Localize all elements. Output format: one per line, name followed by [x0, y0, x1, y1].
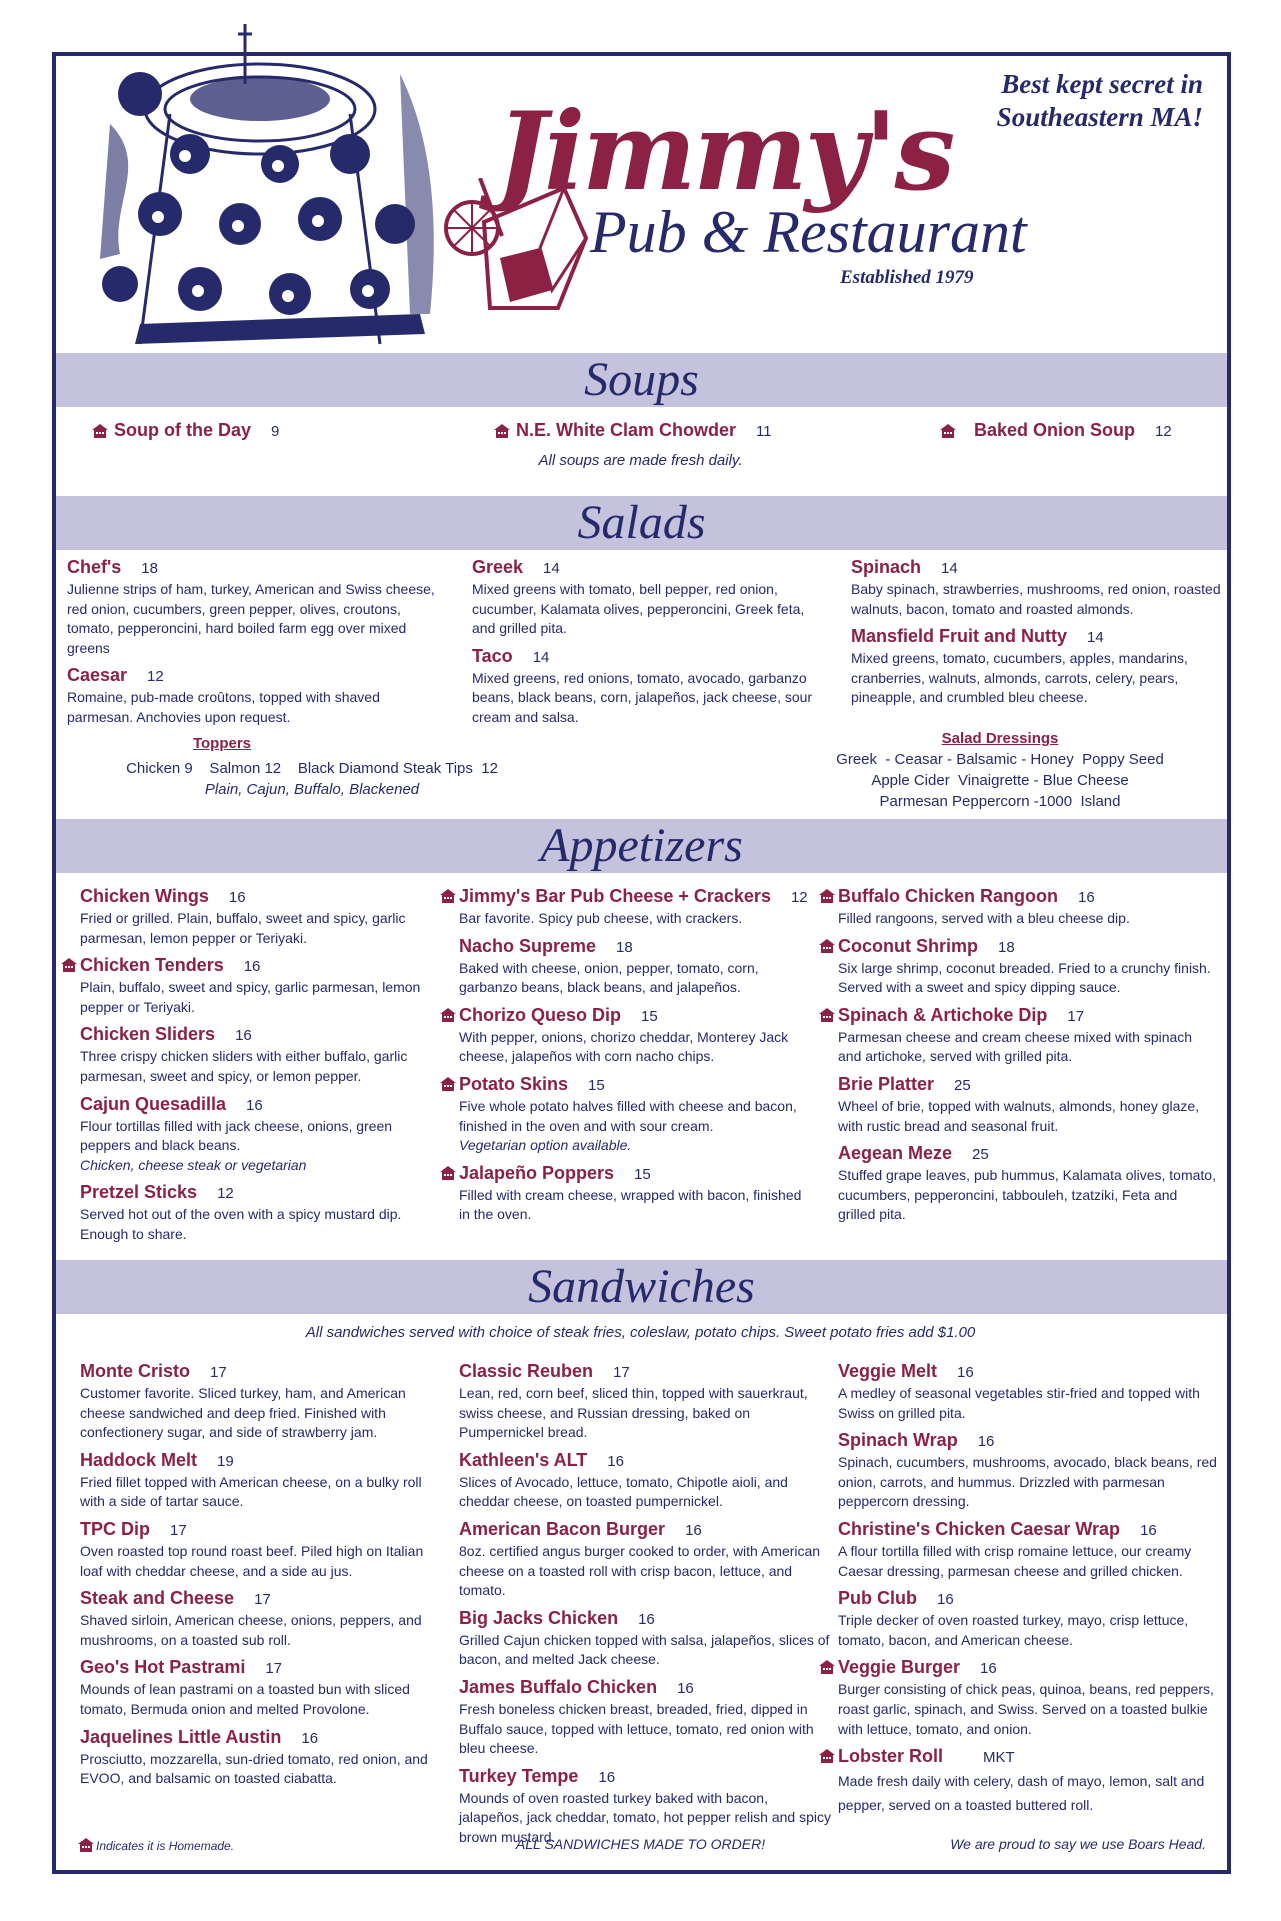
appetizer-item	[459, 1004, 814, 1067]
item-name: Pub Club	[838, 1588, 917, 1609]
toppers-heading: Toppers	[192, 735, 252, 752]
established-year: Established 1979	[840, 267, 974, 288]
item-description: Six large shrimp, coconut breaded. Fried to a crunchy finish. Served with a sweet and spicy dipping sauce.	[838, 959, 1211, 996]
item-description: Lean, red, corn beef, sliced thin, topped with sauerkraut, swiss cheese, and Russian dressing, baked on Pumpernickel bread.	[459, 1385, 808, 1441]
item-name: Spinach	[851, 557, 922, 577]
item-price: 16	[677, 1679, 694, 1697]
item-name: Nacho Supreme	[459, 935, 597, 956]
item-price: 15	[641, 1007, 658, 1025]
item-name: Brie Platter	[838, 1073, 935, 1094]
made-to-order-note: ALL SANDWICHES MADE TO ORDER!	[515, 1836, 766, 1852]
sandwich-item	[80, 1360, 440, 1443]
item-description: Grilled Cajun chicken topped with salsa, jalapeños, slices of bacon, and melted Jack cheese.	[459, 1631, 830, 1668]
appetizer-item	[80, 1093, 425, 1176]
item-name: Cajun Quesadilla	[80, 1093, 227, 1114]
homemade-icon	[819, 1749, 835, 1763]
appetizers-heading-band	[56, 819, 1227, 873]
appetizers-heading: Appetizers	[540, 819, 743, 872]
appetizer-item	[838, 1073, 1218, 1136]
item-description: A medley of seasonal vegetables stir-fried and topped with Swiss on grilled pita.	[838, 1385, 1200, 1421]
toppers-block	[67, 735, 557, 800]
sandwich-item	[459, 1676, 834, 1759]
dressings-line: Greek - Ceasar - Balsamic - Honey Poppy Seed	[836, 751, 1164, 768]
salad-item	[472, 645, 817, 728]
item-name: Chicken Tenders	[80, 955, 224, 976]
pub-crowd-illustration	[80, 14, 455, 359]
item-description: With pepper, onions, chorizo cheddar, Monterey Jack cheese, jalapeños with corn nacho chips.	[459, 1028, 789, 1065]
item-name: Chef's	[67, 557, 122, 577]
homemade-icon	[440, 1077, 456, 1091]
homemade-icon	[819, 939, 835, 953]
dressings-line: Parmesan Peppercorn -1000 Island	[879, 793, 1121, 810]
appetizer-item	[80, 1181, 425, 1244]
appetizer-item	[80, 885, 425, 948]
dressings-heading: Salad Dressings	[941, 730, 1059, 747]
appetizer-item	[838, 935, 1218, 998]
item-price: 25	[972, 1146, 989, 1164]
homemade-icon	[940, 424, 956, 438]
homemade-icon	[61, 958, 77, 972]
item-description: Customer favorite. Sliced turkey, ham, and American cheese sandwiched and deep fried. Finished with confectionery sugar, and side of strawberry jam.	[80, 1385, 406, 1441]
salad-item	[851, 625, 1231, 708]
sandwiches-heading: Sandwiches	[528, 1260, 755, 1313]
item-description: Three crispy chicken sliders with either buffalo, garlic parmesan, sweet and spicy, or lemon pepper.	[80, 1048, 408, 1084]
item-name: Spinach Wrap	[838, 1430, 958, 1451]
salad-item	[67, 556, 437, 658]
item-description: Burger consisting of chick peas, quinoa, beans, red peppers, roast garlic, spinach, and Swiss. Served on a toasted bulkie with lettuce, tomato, and onion.	[838, 1681, 1214, 1737]
appetizer-item	[80, 1023, 425, 1086]
item-description: Mounds of lean pastrami on a toasted bun with sliced tomato, Bermuda onion and melted Provolone.	[80, 1681, 410, 1717]
sandwich-item	[838, 1587, 1218, 1650]
homemade-icon	[494, 424, 510, 438]
item-price: 16	[685, 1521, 702, 1539]
sandwich-item	[838, 1656, 1218, 1739]
appetizers-column-3	[838, 885, 1218, 1231]
appetizer-item	[459, 885, 814, 929]
item-description: Mixed greens, tomato, cucumbers, apples, mandarins, cranberries, walnuts, almonds, carrots, celery, pears, pineapple, and crumbled bleu cheese.	[851, 650, 1188, 706]
item-price: 17	[254, 1591, 271, 1609]
homemade-icon	[819, 1660, 835, 1674]
item-price: 12	[147, 668, 164, 686]
sandwich-item	[80, 1449, 440, 1512]
appetizer-item	[838, 1004, 1218, 1067]
item-price: 14	[1087, 629, 1104, 647]
item-name: Baked Onion Soup	[974, 420, 1136, 440]
sandwich-item	[80, 1518, 440, 1581]
item-price: 17	[210, 1364, 227, 1381]
item-description: Bar favorite. Spicy pub cheese, with crackers.	[459, 910, 743, 926]
item-name: Taco	[472, 645, 513, 666]
item-name: Jimmy's Bar Pub Cheese + Crackers	[459, 886, 771, 906]
item-price: 12	[1155, 423, 1172, 440]
soup-item	[494, 420, 772, 441]
item-price: 16	[301, 1729, 319, 1747]
sandwich-item	[459, 1607, 834, 1670]
item-name: Coconut Shrimp	[838, 935, 978, 956]
item-description: Mixed greens, red onions, tomato, avocado, garbanzo beans, black beans, corn, jalapeños, jack cheese, sour cream and salsa.	[472, 669, 813, 725]
item-description: Spinach, cucumbers, mushrooms, avocado, black beans, red onion, carrots, and hummus. Drizzled with parmesan peppercorn dressing.	[838, 1454, 1217, 1510]
item-name: Chicken Sliders	[80, 1024, 216, 1045]
appetizer-item	[80, 954, 425, 1017]
item-description: Fried fillet topped with American cheese, on a bulky roll with a side of tartar sauce.	[80, 1473, 422, 1510]
item-description: Served hot out of the oven with a spicy mustard dip. Enough to share.	[80, 1206, 402, 1242]
sandwiches-intro: All sandwiches served with choice of steak fries, coleslaw, potato chips. Sweet potato fries add $1.00	[305, 1324, 976, 1341]
item-name: Geo's Hot Pastrami	[80, 1657, 246, 1678]
item-note: Vegetarian option available.	[459, 1137, 632, 1154]
item-price: 17	[265, 1660, 283, 1678]
item-price: MKT	[983, 1749, 1015, 1767]
item-price: 14	[941, 560, 958, 577]
item-name: Christine's Chicken Caesar Wrap	[838, 1518, 1121, 1539]
item-price: 14	[532, 648, 550, 666]
dressings-block	[820, 730, 1180, 812]
sandwiches-heading-band	[56, 1260, 1227, 1314]
tagline	[963, 68, 1203, 134]
item-price: 16	[243, 958, 261, 976]
homemade-icon	[440, 1008, 456, 1022]
soup-item	[940, 420, 1172, 441]
item-price: 17	[1067, 1007, 1085, 1025]
item-name: TPC Dip	[80, 1518, 150, 1539]
item-name: Pretzel Sticks	[80, 1182, 198, 1203]
item-name: American Bacon Burger	[459, 1518, 666, 1539]
salad-item	[67, 664, 437, 727]
salads-column-2	[472, 556, 817, 734]
item-name: Monte Cristo	[80, 1361, 190, 1381]
item-price: 16	[638, 1610, 655, 1628]
homemade-icon	[440, 1166, 456, 1180]
salads-heading-band	[56, 496, 1227, 550]
sandwich-item	[838, 1360, 1218, 1423]
item-name: Mansfield Fruit and Nutty	[851, 626, 1067, 647]
item-description: Slices of Avocado, lettuce, tomato, Chipotle aioli, and cheddar cheese, on toasted pumpernickel.	[459, 1473, 788, 1510]
item-price: 12	[790, 889, 808, 906]
item-price: 19	[217, 1452, 234, 1470]
item-description: Fresh boneless chicken breast, breaded, fried, dipped in Buffalo sauce, topped with lettuce, tomato, red onion with bleu cheese.	[459, 1700, 814, 1757]
item-description: Made fresh daily with celery, dash of mayo, lemon, salt and pepper, served on a toasted buttered roll.	[838, 1773, 1205, 1814]
appetizer-item	[838, 1142, 1218, 1225]
item-description: Romaine, pub-made croûtons, topped with shaved parmesan. Anchovies upon request.	[67, 689, 380, 725]
sandwich-item	[838, 1429, 1218, 1512]
item-description: Julienne strips of ham, turkey, American and Swiss cheese, red onion, cucumbers, green pepper, olives, croutons, tomato, pepperoncini, hard boiled farm egg over mixed greens	[67, 581, 435, 656]
item-name: Classic Reuben	[459, 1361, 594, 1381]
item-name: Jalapeño Poppers	[459, 1162, 615, 1183]
item-description: Wheel of brie, topped with walnuts, almonds, honey glaze, with rustic bread and seasonal fruit.	[838, 1097, 1200, 1134]
item-description: Baked with cheese, onion, pepper, tomato, corn, garbanzo beans, black beans, and jalapeños.	[459, 959, 759, 996]
sandwiches-column-2	[459, 1360, 834, 1854]
item-name: N.E. White Clam Chowder	[516, 420, 737, 440]
item-price: 16	[228, 889, 246, 906]
item-price: 12	[217, 1185, 234, 1203]
item-price: 17	[613, 1364, 630, 1381]
item-name: Caesar	[67, 665, 128, 686]
item-description: Filled rangoons, served with a bleu cheese dip.	[838, 910, 1130, 926]
item-price: 15	[588, 1076, 605, 1094]
item-description: Stuffed grape leaves, pub hummus, Kalamata olives, tomato, cucumbers, pepperoncini, tabbouleh, tzatziki, Feta and grilled pita.	[838, 1167, 1216, 1223]
item-price: 16	[957, 1364, 974, 1381]
item-name: Steak and Cheese	[80, 1588, 235, 1609]
sandwich-item	[80, 1656, 440, 1719]
toppers-styles: Plain, Cajun, Buffalo, Blackened	[204, 781, 420, 798]
item-price: 16	[607, 1452, 624, 1470]
item-name: Veggie Melt	[838, 1361, 938, 1381]
tagline-line-2: Southeastern MA!	[996, 102, 1203, 132]
item-price: 14	[543, 560, 560, 577]
item-price: 16	[598, 1768, 616, 1786]
item-name: Chicken Wings	[80, 886, 209, 906]
item-description: Mounds of oven roasted turkey baked with bacon, jalapeños, jack cheddar, tomato, hot pepper relish and spicy brown mustard.	[459, 1789, 832, 1845]
item-name: Soup of the Day	[114, 420, 252, 440]
soup-item	[92, 420, 279, 441]
item-price: 18	[998, 938, 1015, 956]
sandwich-item	[459, 1518, 834, 1601]
item-price: 9	[271, 423, 280, 440]
appetizers-column-2	[459, 885, 814, 1231]
appetizers-column-1	[80, 885, 425, 1251]
item-name: Greek	[472, 557, 524, 577]
appetizer-item	[838, 885, 1218, 929]
item-description: Five whole potato halves filled with cheese and bacon, finished in the oven and with sour cream.	[459, 1097, 797, 1134]
salads-column-1	[67, 556, 437, 734]
appetizer-item	[459, 1073, 814, 1156]
sandwich-item	[838, 1518, 1218, 1581]
item-description: Shaved sirloin, American cheese, onions, peppers, and mushrooms, on a toasted sub roll.	[80, 1612, 422, 1648]
item-price: 17	[170, 1521, 187, 1539]
item-description: Mixed greens with tomato, bell pepper, red onion, cucumber, Kalamata olives, pepperoncini, Greek feta, and grilled pita.	[472, 581, 805, 637]
salad-item	[851, 556, 1231, 619]
item-price: 25	[954, 1076, 971, 1094]
salads-column-3	[851, 556, 1231, 714]
sandwich-item	[80, 1587, 440, 1650]
homemade-icon	[440, 889, 456, 903]
item-name: James Buffalo Chicken	[459, 1676, 658, 1697]
item-name: Veggie Burger	[838, 1657, 961, 1678]
homemade-legend-text: Indicates it is Homemade.	[96, 1839, 235, 1853]
sandwiches-column-3	[838, 1360, 1218, 1823]
appetizer-item	[459, 935, 814, 998]
item-name: Aegean Meze	[838, 1143, 953, 1164]
item-description: Filled with cream cheese, wrapped with bacon, finished in the oven.	[459, 1186, 802, 1223]
item-name: Lobster Roll	[838, 1746, 944, 1767]
brand-subtitle: Pub & Restaurant	[590, 199, 1027, 265]
item-description: Prosciutto, mozzarella, sun-dried tomato, red onion, and EVOO, and balsamic on toasted ciabatta.	[80, 1750, 428, 1787]
item-description: 8oz. certified angus burger cooked to order, with American cheese on a toasted roll with crisp bacon, lettuce, and tomato.	[459, 1542, 821, 1599]
item-description: Fried or grilled. Plain, buffalo, sweet and spicy, garlic parmesan, lemon pepper or Teriyaki.	[80, 910, 406, 946]
item-price: 15	[634, 1165, 651, 1183]
item-name: Potato Skins	[459, 1073, 569, 1094]
item-price: 11	[756, 423, 772, 440]
sandwich-item	[459, 1360, 834, 1443]
homemade-icon	[819, 1008, 835, 1022]
item-name: Buffalo Chicken Rangoon	[838, 886, 1058, 906]
item-description: Flour tortillas filled with jack cheese, onions, green peppers and black beans.	[80, 1117, 393, 1154]
item-description: Parmesan cheese and cream cheese mixed with spinach and artichoke, served with grilled pita.	[838, 1028, 1193, 1065]
item-price: 16	[980, 1660, 997, 1678]
soups-heading-band	[56, 353, 1227, 407]
item-name: Kathleen's ALT	[459, 1449, 588, 1470]
soups-note: All soups are made fresh daily.	[538, 452, 743, 469]
sandwich-item	[838, 1745, 1218, 1817]
dressings-line: Apple Cider Vinaigrette - Blue Cheese	[871, 772, 1129, 789]
item-description: Plain, buffalo, sweet and spicy, garlic parmesan, lemon pepper or Teriyaki.	[80, 979, 421, 1015]
item-note: Chicken, cheese steak or vegetarian	[80, 1156, 307, 1173]
appetizer-item	[459, 1162, 814, 1225]
item-description: A flour tortilla filled with crisp romaine lettuce, our creamy Caesar dressing, parmesan cheese and grilled chicken.	[838, 1542, 1192, 1579]
item-name: Haddock Melt	[80, 1449, 198, 1470]
item-name: Spinach & Artichoke Dip	[838, 1004, 1048, 1025]
item-description: Triple decker of oven roasted turkey, mayo, crisp lettuce, tomato, bacon, and American cheese.	[838, 1612, 1189, 1648]
sandwiches-column-1	[80, 1360, 440, 1795]
item-description: Baby spinach, strawberries, mushrooms, red onion, roasted walnuts, bacon, tomato and roasted almonds.	[851, 581, 1221, 617]
item-price: 18	[141, 560, 158, 577]
item-price: 16	[246, 1096, 263, 1114]
soups-heading: Soups	[584, 353, 699, 406]
item-price: 16	[1078, 889, 1095, 906]
item-price: 18	[616, 938, 633, 956]
boars-head-note: We are proud to say we use Boars Head.	[950, 1836, 1206, 1852]
homemade-icon	[92, 424, 108, 438]
homemade-icon	[819, 889, 835, 903]
item-price: 16	[977, 1433, 995, 1451]
item-name: Jaquelines Little Austin	[80, 1726, 282, 1747]
item-name: Chorizo Queso Dip	[459, 1004, 621, 1025]
item-name: Big Jacks Chicken	[459, 1607, 619, 1628]
item-price: 16	[235, 1027, 252, 1045]
item-description: Oven roasted top round roast beef. Piled high on Italian loaf with cheddar cheese, and a side au jus.	[80, 1542, 424, 1579]
sandwich-item	[80, 1726, 440, 1789]
salads-heading: Salads	[577, 496, 706, 549]
item-price: 16	[1140, 1521, 1157, 1539]
tagline-line-1: Best kept secret in	[1001, 69, 1203, 99]
item-price: 16	[937, 1591, 954, 1609]
brand-title: Jimmy's	[496, 89, 953, 215]
sandwich-item	[459, 1449, 834, 1512]
item-name: Turkey Tempe	[459, 1765, 579, 1786]
toppers-list: Chicken 9 Salmon 12 Black Diamond Steak Tips 12	[126, 760, 498, 777]
salad-item	[472, 556, 817, 639]
